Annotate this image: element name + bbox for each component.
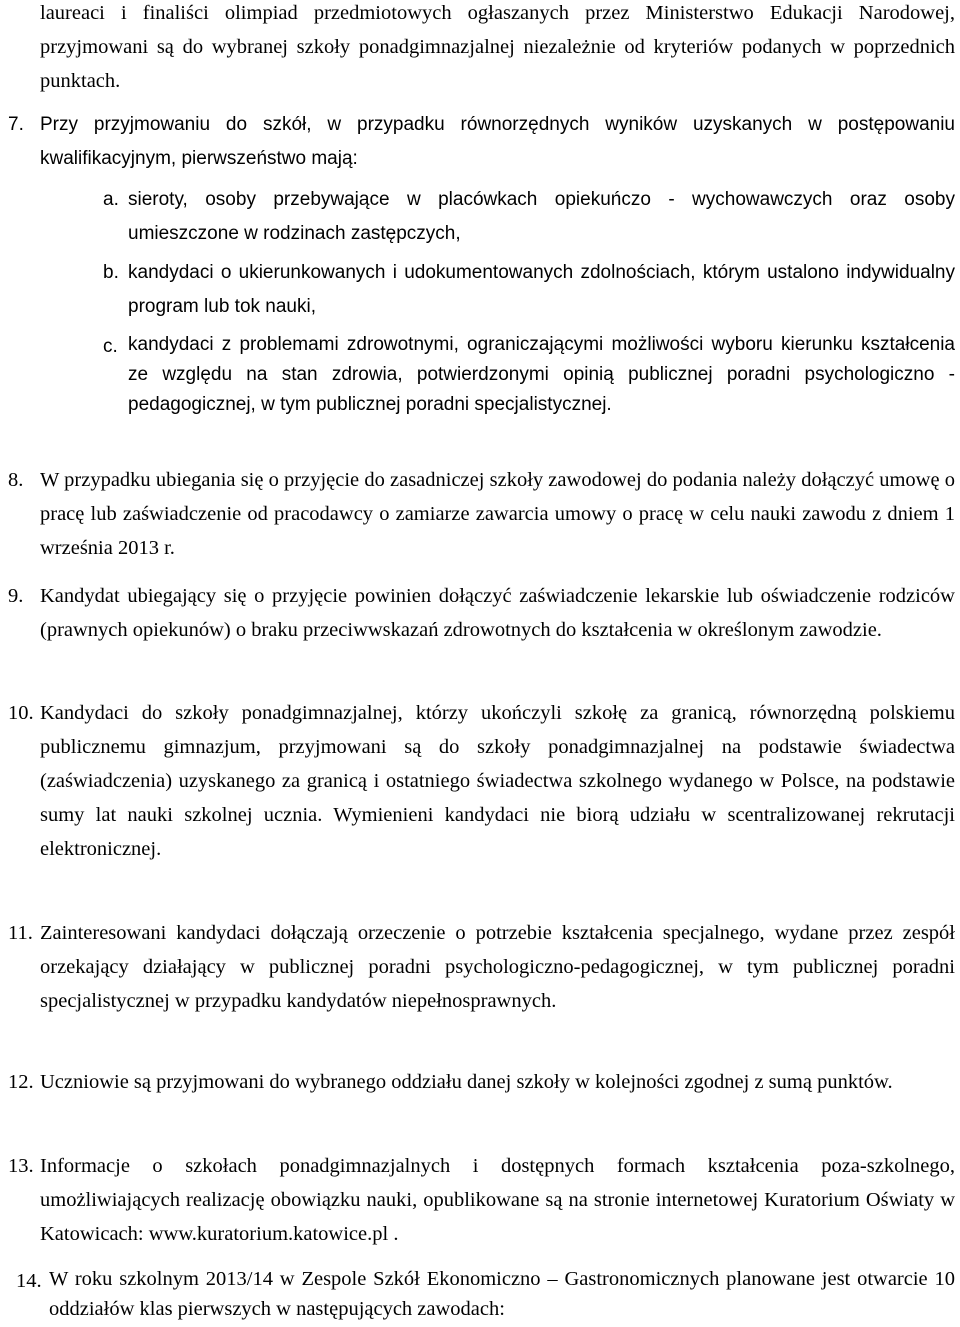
- item-number: 9.: [8, 585, 24, 607]
- intro-continuation: laureaci i finaliści olimpiad przedmiotowych ogłaszanych przez Ministerstwo Edukacji Narodowej, przyjmowani są do wybranej szkoły ponadgimnazjalnej niezależnie od kryteriów podanych w poprzednich punktach.: [40, 2, 955, 92]
- item-text: W przypadku ubiegania się o przyjęcie do zasadniczej szkoły zawodowej do podania należy dołączyć umowę o pracę lub zaświadczenie od pracodawcy o zamiarze zawarcia umowy o pracę w celu nauki zawodu z dniem 1 września 2013 r.: [40, 469, 955, 559]
- item-text: Zainteresowani kandydaci dołączają orzeczenie o potrzebie kształcenia specjalnego, wydane przez zespół orzekający działający w publicznej poradni psychologiczno-pedagogicznej, w tym publicznej poradni specjalistycznej w przypadku kandydatów niepełnosprawnych.: [40, 922, 955, 1012]
- sub-item-letter: b.: [103, 262, 119, 283]
- item-text: Kandydaci do szkoły ponadgimnazjalnej, którzy ukończyli szkołę za granicą, równorzędną polskiemu publicznemu gimnazjum, przyjmowani są do szkoły ponadgimnazjalnej na podstawie świadectwa (zaświadczenia) uzyskanego za granicą i ostatniego świadectwa szkolnego wydanego w Polsce, na podstawie sumy lat nauki szkolnej ucznia. Wymienieni kandydaci nie biorą udziału w scentralizowanej rekrutacji elektronicznej.: [40, 702, 955, 860]
- sub-item-text: kandydaci o ukierunkowanych i udokumentowanych zdolnościach, którym ustalono indywidualny program lub tok nauki,: [128, 262, 955, 317]
- item-text: Informacje o szkołach ponadgimnazjalnych i dostępnych formach kształcenia poza-szkolnego, umożliwiających realizację obowiązku nauki, opublikowane są na stronie internetowej Kuratorium Oświaty w Katowicach: www.kuratorium.katowice.pl .: [40, 1155, 955, 1245]
- item-number: 7.: [8, 114, 24, 135]
- item-number: 13.: [8, 1155, 34, 1177]
- item-number: 14.: [16, 1270, 42, 1292]
- item-number: 10.: [8, 702, 34, 724]
- sub-item-text: kandydaci z problemami zdrowotnymi, ograniczającymi możliwości wyboru kierunku kształcenia ze względu na stan zdrowia, potwierdzonymi opinią publicznej poradni psychologiczno - pedagogicznej, w tym publicznej poradni specjalistycznej.: [128, 334, 955, 415]
- sub-item-letter: a.: [103, 189, 119, 210]
- sub-item-letter: c.: [103, 336, 118, 357]
- item-text: Uczniowie są przyjmowani do wybranego oddziału danej szkoły w kolejności zgodnej z sumą punktów.: [40, 1071, 893, 1093]
- item-number: 12.: [8, 1071, 34, 1093]
- item-number: 11.: [8, 922, 33, 944]
- item-text: Kandydat ubiegający się o przyjęcie powinien dołączyć zaświadczenie lekarskie lub oświadczenie rodziców (prawnych opiekunów) o braku przeciwwskazań zdrowotnych do kształcenia w określonym zawodzie.: [40, 585, 955, 641]
- item-text: W roku szkolnym 2013/14 w Zespole Szkół Ekonomiczno – Gastronomicznych planowane jest otwarcie 10 oddziałów klas pierwszych w następujących zawodach:: [49, 1268, 955, 1320]
- item-text: Przy przyjmowaniu do szkół, w przypadku równorzędnych wyników uzyskanych w postępowaniu kwalifikacyjnym, pierwszeństwo mają:: [40, 114, 955, 169]
- item-number: 8.: [8, 469, 24, 491]
- sub-item-text: sieroty, osoby przebywające w placówkach opiekuńczo - wychowawczych oraz osoby umieszczone w rodzinach zastępczych,: [128, 189, 955, 244]
